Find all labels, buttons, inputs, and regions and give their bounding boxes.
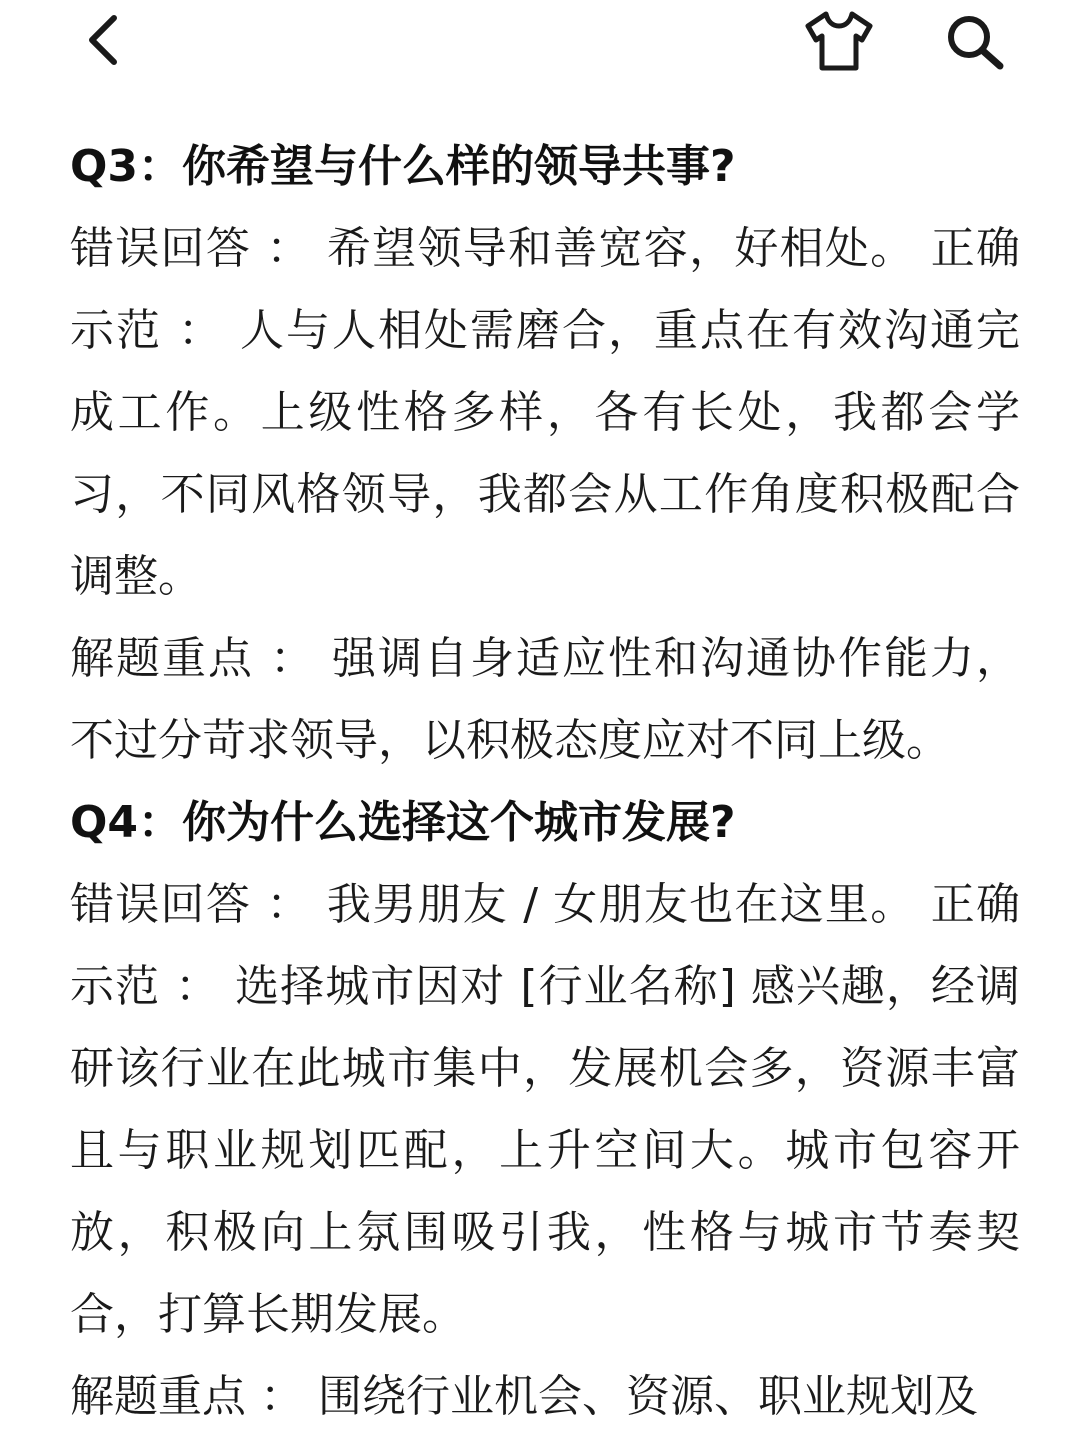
tshirt-icon[interactable] [800, 8, 878, 74]
chevron-left-icon[interactable] [78, 12, 128, 68]
top-navigation-bar [0, 0, 1080, 90]
question-q3-title: Q3：你希望与什么样的领导共事? [70, 141, 736, 192]
article-content [70, 126, 1020, 1438]
search-icon[interactable] [942, 10, 1008, 72]
question-q3-answer: 错误回答 ： 希望领导和善宽容，好相处。 正确示范 ： 人与人相处需磨合，重点在有效沟通完成工作。上级性格多样，各有长处，我都会学习，不同风格领导，我都会从工作角度积极配合调整。 [70, 223, 1020, 602]
question-q4-title: Q4：你为什么选择这个城市发展? [70, 797, 736, 848]
question-q3-key-point: 解题重点 ： 强调自身适应性和沟通协作能力，不过分苛求领导，以积极态度应对不同上级。 [70, 633, 1020, 766]
question-q4-answer: 错误回答 ： 我男朋友 / 女朋友也在这里。 正确示范 ： 选择城市因对 [行业名称] 感兴趣，经调研该行业在此城市集中，发展机会多，资源丰富且与职业规划匹配，上升空间大。城市包容开放，积极向上氛围吸引我，性格与城市节奏契合，打算长期发展。 [70, 879, 1020, 1340]
question-q4-key-point: 解题重点 ： 围绕行业机会、资源、职业规划及 [70, 1371, 978, 1422]
